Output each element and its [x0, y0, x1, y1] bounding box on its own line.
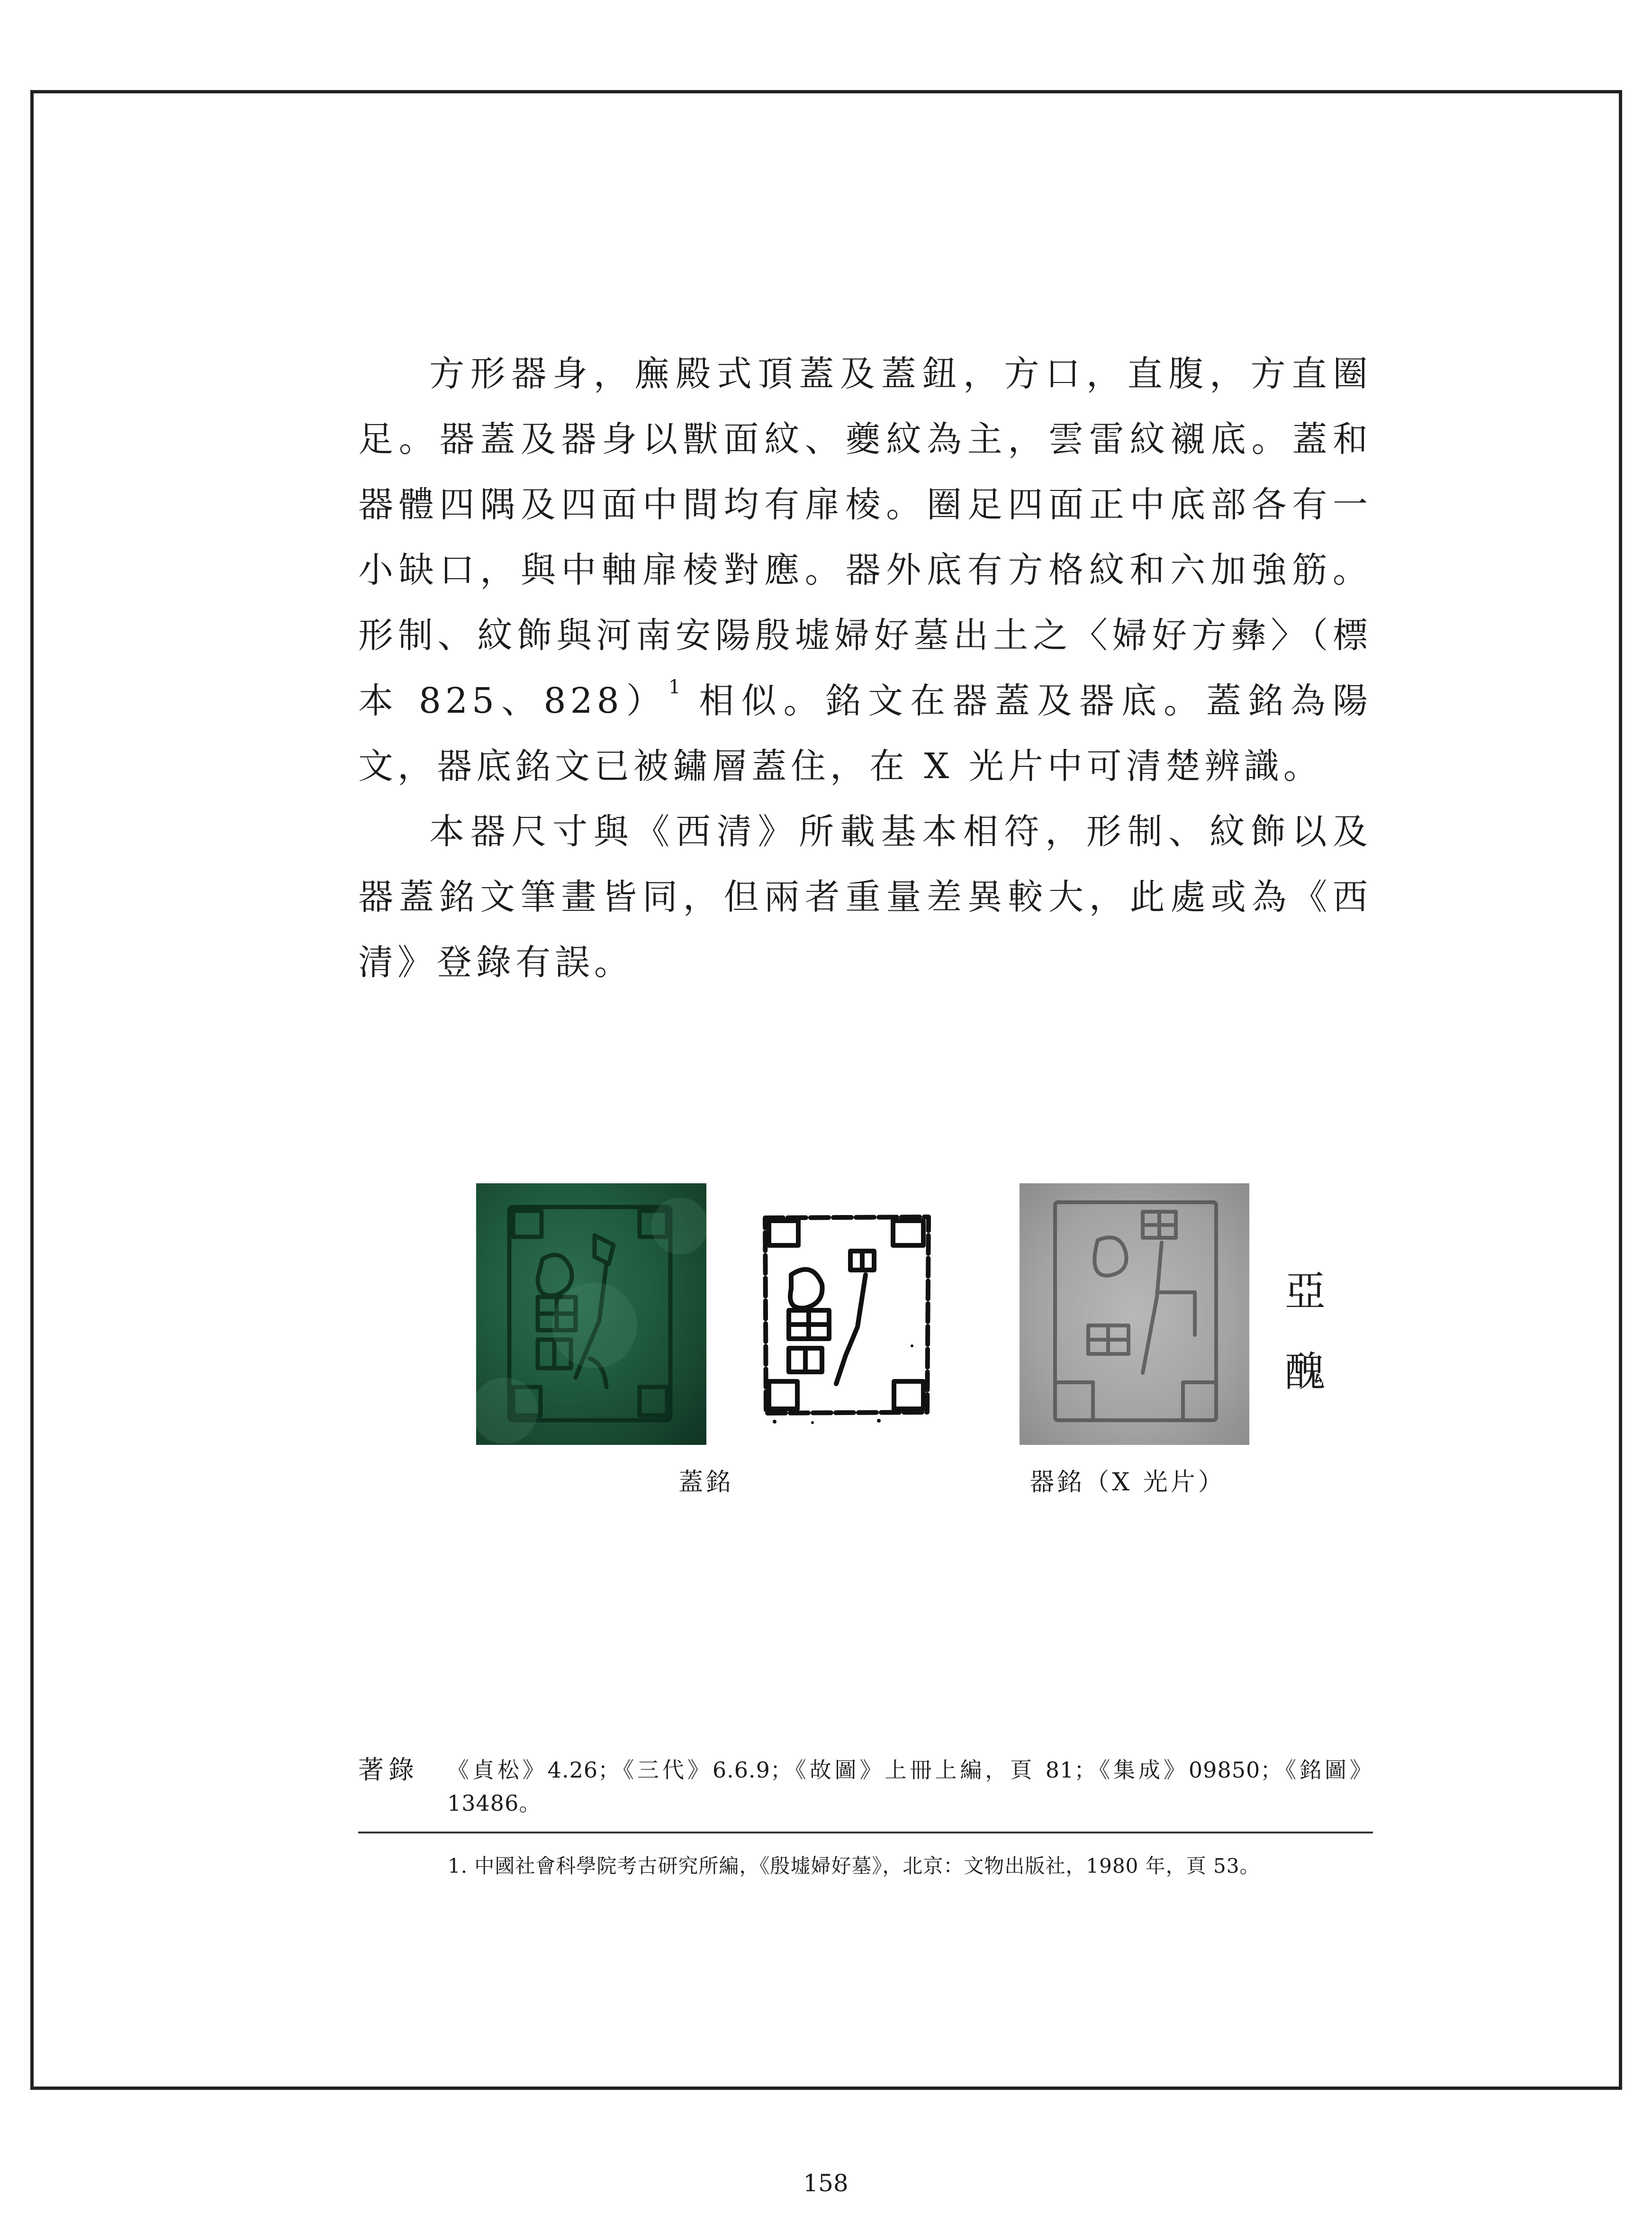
description-text [358, 341, 1372, 995]
page-number: 158 [803, 2169, 849, 2197]
paragraph-1-text-b: 相似。銘文在器蓋及器底。蓋銘為陽文，器底銘文已被鏽層蓋住，在 X 光片中可清楚辨識。 [358, 681, 1372, 787]
transcription-char-2: 醜 [1285, 1348, 1326, 1396]
lid-inscription-caption: 蓋銘 [678, 1468, 733, 1497]
inscription-transcription [1282, 1251, 1329, 1412]
catalog-references [358, 1753, 1372, 1820]
description-paragraph-1 [358, 341, 1372, 799]
body-inscription-xray [1020, 1183, 1249, 1445]
description-paragraph-2: 本器尺寸與《西清》所載基本相符，形制、紋飾以及器蓋銘文筆畫皆同，但兩者重量差異較大，此處或為《西清》登錄有誤。 [358, 811, 1372, 983]
paragraph-1-text-a: 方形器身，廡殿式頂蓋及蓋鈕，方口，直腹，方直圈足。器蓋及器身以獸面紋、夔紋為主，雲雷紋襯底。蓋和器體四隅及四面中間均有扉棱。圈足四面正中底部各有一小缺口，與中軸扉棱對應。器外底有方格紋和六加強筋。形制、紋飾與河南安陽殷墟婦好墓出土之〈婦好方彝〉（標本 825、828） [358, 354, 1372, 721]
footnote-divider [358, 1832, 1373, 1833]
catalog-label: 著錄 [358, 1755, 419, 1785]
catalog-text: 《貞松》4.26；《三代》6.6.9；《故圖》上冊上編，頁 81；《集成》09850；《銘圖》13486。 [447, 1757, 1372, 1816]
body-inscription-caption: 器銘（X 光片） [1029, 1468, 1226, 1497]
transcription-char-1: 亞 [1285, 1268, 1326, 1315]
lid-inscription-rubbing [756, 1204, 938, 1426]
footnote-reference[interactable]: 1 [668, 676, 681, 698]
lid-inscription-photo [476, 1183, 706, 1445]
footnote-1: 1. 中國社會科學院考古研究所編，《殷墟婦好墓》，北京：文物出版社，1980 年，頁 53。 [448, 1854, 1260, 1878]
